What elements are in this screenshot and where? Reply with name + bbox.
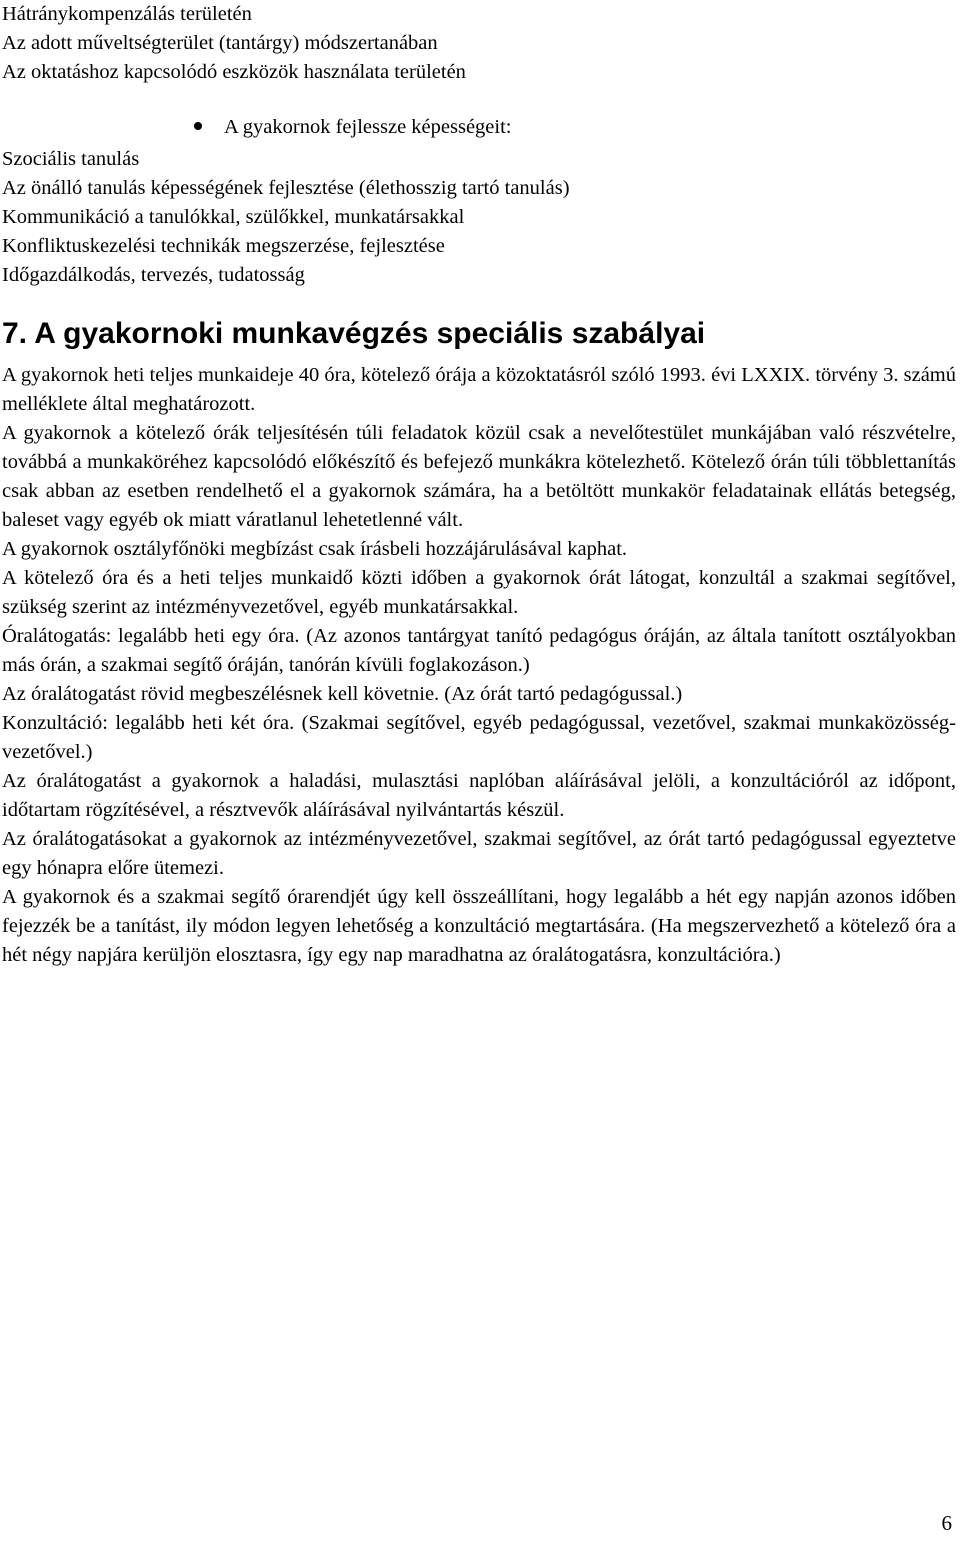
skill-line: Szociális tanulás bbox=[2, 148, 140, 170]
top-line: Az adott műveltségterület (tantárgy) módszertanában bbox=[2, 32, 438, 54]
skill-line: Időgazdálkodás, tervezés, tudatosság bbox=[2, 264, 305, 286]
bullet-icon bbox=[194, 122, 202, 130]
paragraph: A gyakornok osztályfőnöki megbízást csak írásbeli hozzájárulásával kaphat. bbox=[2, 538, 628, 560]
skill-line: Az önálló tanulás képességének fejlesztése (élethosszig tartó tanulás) bbox=[2, 177, 570, 199]
paragraph: Az óralátogatást a gyakornok a haladási, mulasztási naplóban aláírásával jelöli, a konzultációról az időpont, időtartam rögzítésével, a résztvevők aláírásával nyilvántartás készül. bbox=[2, 770, 956, 821]
top-line: Az oktatáshoz kapcsolódó eszközök használata területén bbox=[2, 61, 466, 83]
paragraph: A gyakornok heti teljes munkaideje 40 óra, kötelező órája a közoktatásról szóló 1993. évi LXXIX. törvény 3. számú melléklete által meghatározott. bbox=[2, 364, 956, 415]
paragraph: Óralátogatás: legalább heti egy óra. (Az azonos tantárgyat tanító pedagógus óráján, az általa tanított osztályokban más órán, a szakmai segítő óráján, tanórán kívüli foglakozáson.) bbox=[2, 625, 956, 676]
skill-line: Kommunikáció a tanulókkal, szülőkkel, munkatársakkal bbox=[2, 206, 465, 228]
paragraph: Az óralátogatásokat a gyakornok az intézményvezetővel, szakmai segítővel, az órát tartó pedagógussal egyeztetve egy hónapra előre ütemezi. bbox=[2, 828, 956, 879]
bullet-item bbox=[194, 113, 511, 142]
page-number: 6 bbox=[941, 1511, 952, 1535]
paragraph: A gyakornok a kötelező órák teljesítésén túli feladatok közül csak a nevelőtestület munkájában való részvételre, továbbá a munkaköréhez kapcsolódó előkészítő és befejező munkákra kötelezhető. Kötelező órán túli többlettanítás csak abban az esetben rendelhető el a gyakornok számára, ha a betöltött munkakör feladatainak ellátás betegség, baleset vagy egyéb ok miatt váratlanul lehetetlenné vált. bbox=[2, 422, 956, 531]
top-line: Hátránykompenzálás területén bbox=[2, 3, 252, 25]
top-lines bbox=[2, 0, 956, 87]
paragraph: Az óralátogatást rövid megbeszélésnek kell követnie. (Az órát tartó pedagógussal.) bbox=[2, 683, 683, 705]
paragraph: A gyakornok és a szakmai segítő órarendjét úgy kell összeállítani, hogy legalább a hét egy napján azonos időben fejezzék be a tanítást, ily módon legyen lehetőség a konzultáció megtartására. (Ha megszervezhető a kötelező óra a hét négy napjára kerüljön elosztasra, így egy nap maradhatna az óralátogatásra, konzultációra.) bbox=[2, 886, 956, 966]
paragraph: A kötelező óra és a heti teljes munkaidő közti időben a gyakornok órát látogat, konzultál a szakmai segítővel, szükség szerint az intézményvezetővel, egyéb munkatársakkal. bbox=[2, 567, 956, 618]
skill-list bbox=[2, 145, 956, 290]
bullet-text: A gyakornok fejlessze képességeit: bbox=[224, 116, 512, 138]
skill-line: Konfliktuskezelési technikák megszerzése, fejlesztése bbox=[2, 235, 445, 257]
paragraph: Konzultáció: legalább heti két óra. (Szakmai segítővel, egyéb pedagógussal, vezetővel, szakmai munkaközösség-vezetővel.) bbox=[2, 712, 956, 763]
body-text bbox=[2, 361, 956, 970]
section-heading: 7. A gyakornoki munkavégzés speciális szabályai bbox=[2, 317, 706, 350]
